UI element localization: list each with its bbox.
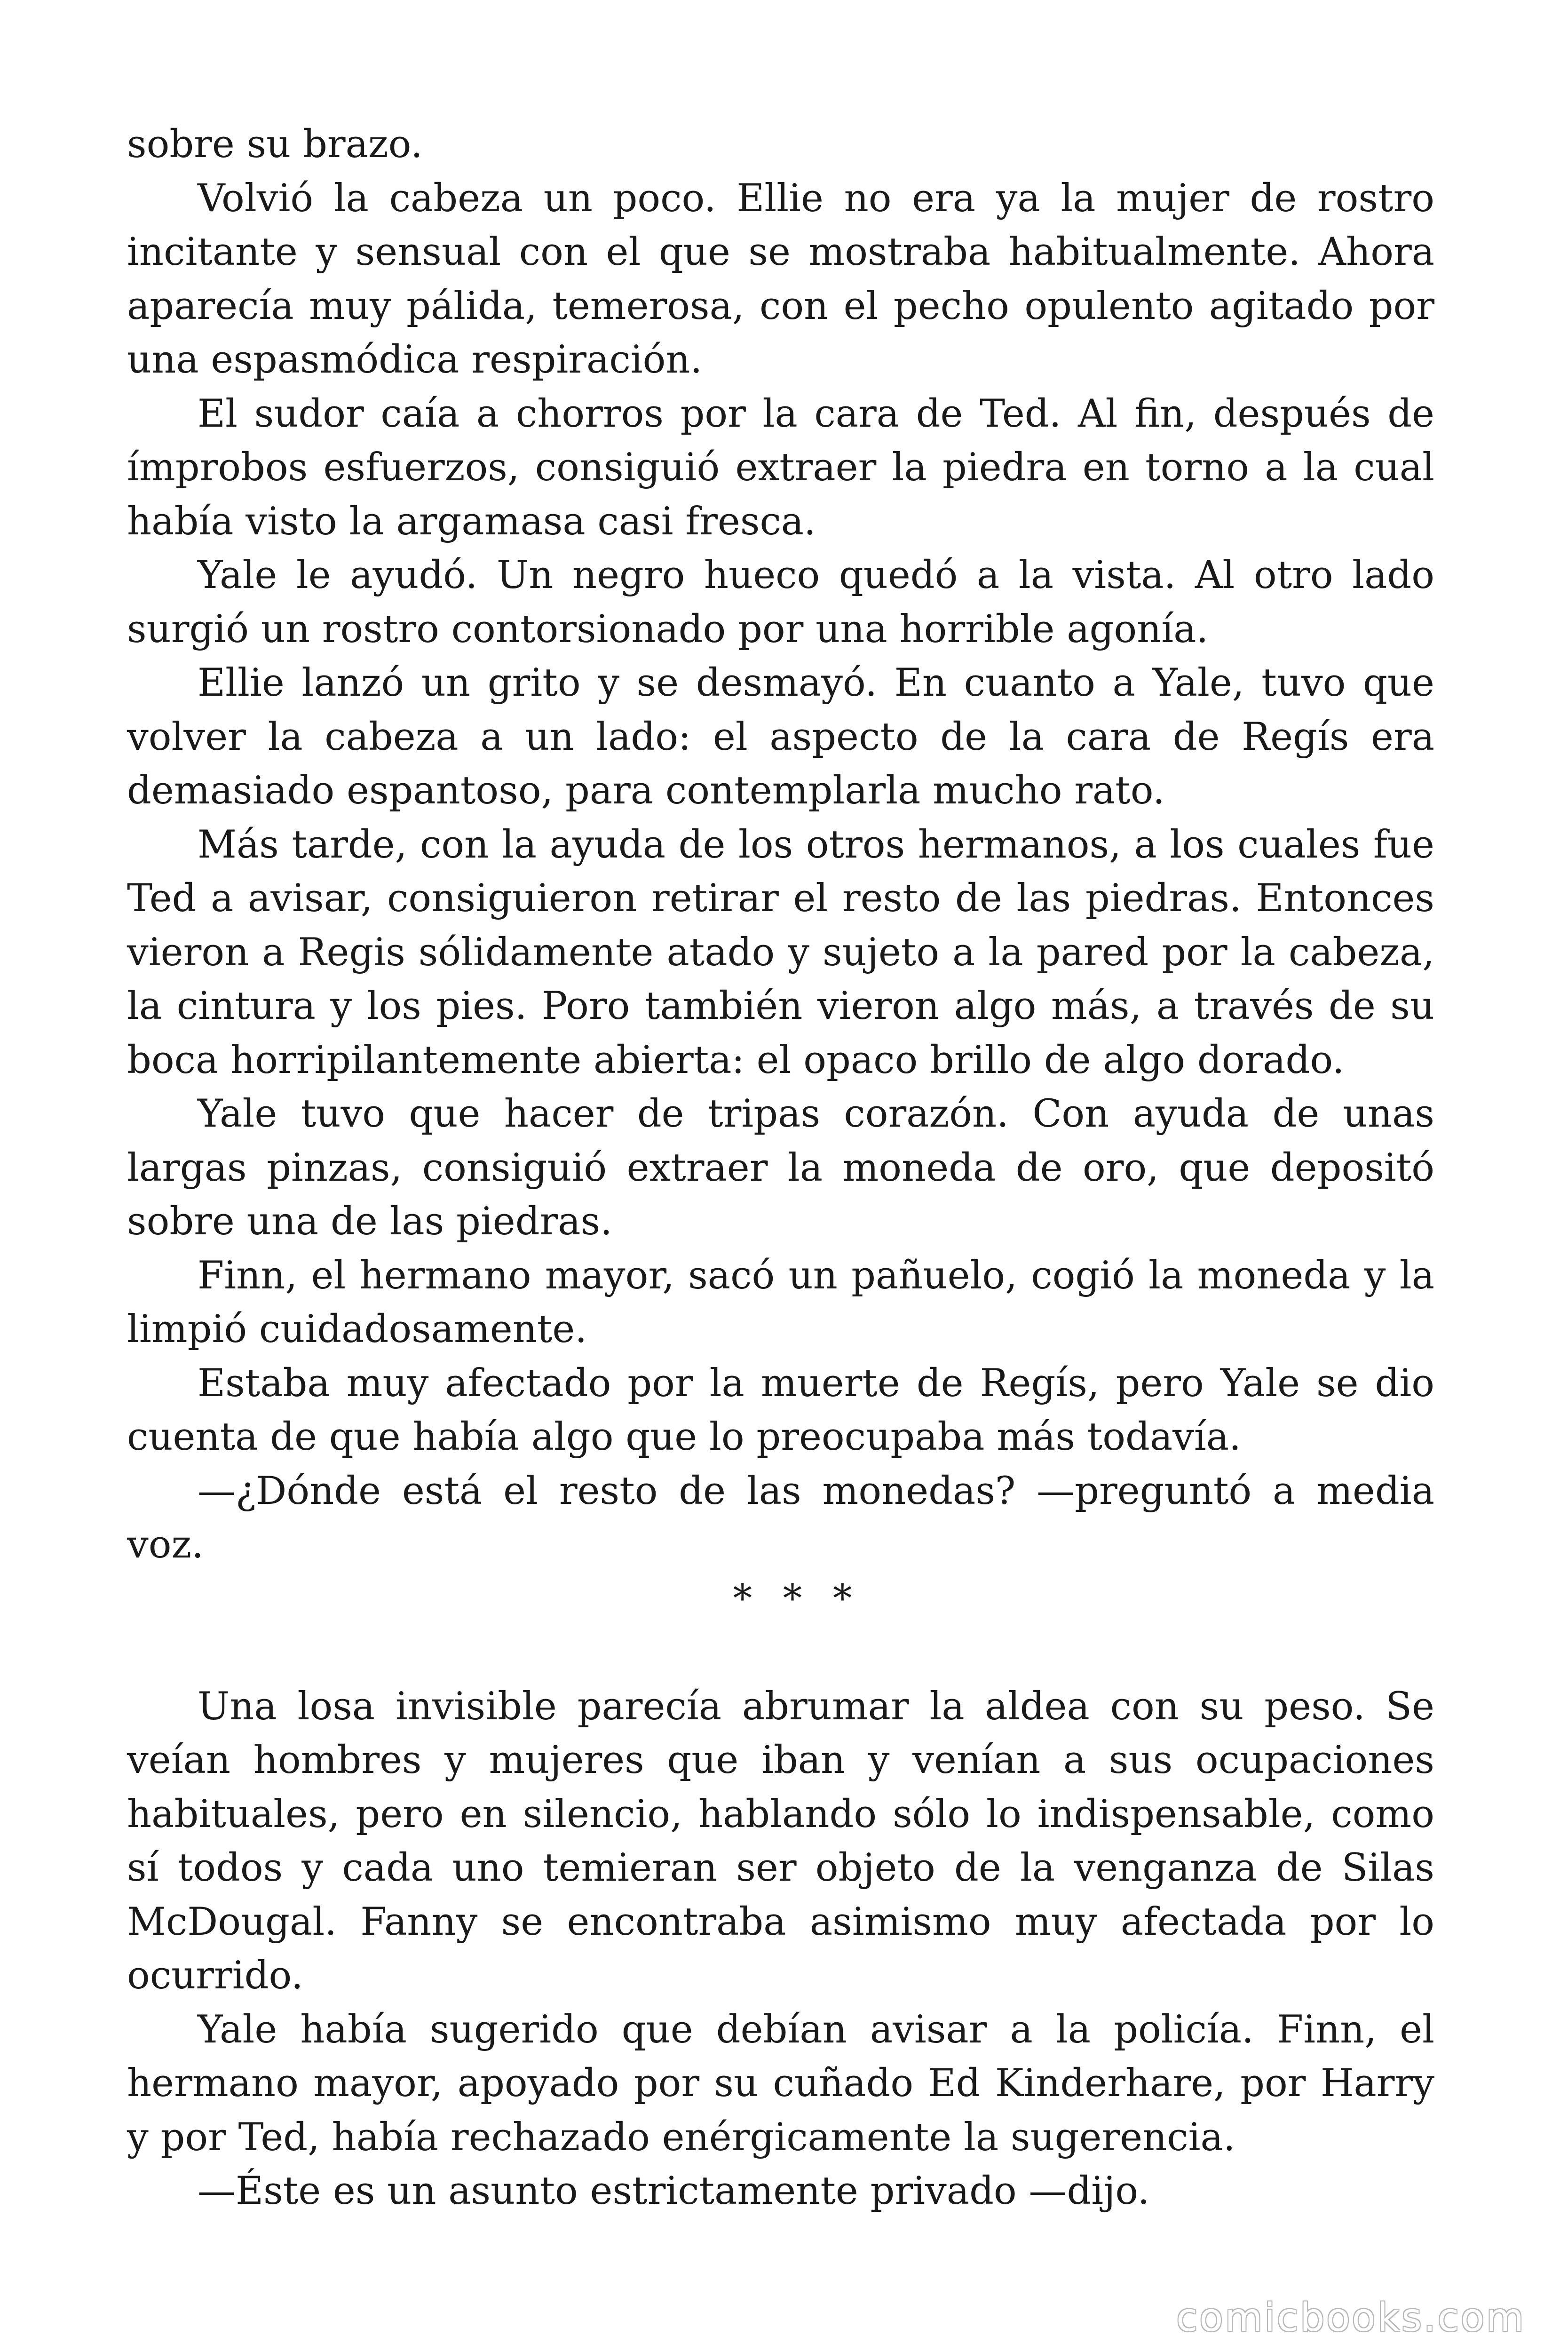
paragraph: Estaba muy afectado por la muerte de Regís, pero Yale se dio cuenta de que había algo que lo preocupaba más todavía. [127, 1361, 1434, 1459]
paragraph: Una losa invisible parecía abrumar la aldea con su peso. Se veían hombres y mujeres que iban y venían a sus ocupaciones habituales, pero en silencio, hablando sólo lo indispensable, como sí todos y cada uno temieran ser objeto de la venganza de Silas McDougal. Fanny se encontraba asimismo muy afectada por lo ocurrido. [127, 1684, 1434, 1998]
section-separator: * * * [733, 1576, 862, 1621]
text-section-top [127, 118, 1434, 1572]
paragraph: Ellie lanzó un grito y se desmayó. En cuanto a Yale, tuvo que volver la cabeza a un lado: el aspecto de la cara de Regís era demasiado espantoso, para contemplarla mucho rato. [127, 661, 1434, 813]
paragraph: Volvió la cabeza un poco. Ellie no era ya la mujer de rostro incitante y sensual con el que se mostraba habitualmente. Ahora aparecía muy pálida, temerosa, con el pecho opulento agitado por una espasmódica respiración. [127, 176, 1434, 382]
paragraph: sobre su brazo. [127, 122, 423, 167]
paragraph: Yale había sugerido que debían avisar a la policía. Finn, el hermano mayor, apoyado por su cuñado Ed Kinderhare, por Harry y por Ted, había rechazado enérgicamente la sugerencia. [127, 2007, 1434, 2160]
page-body [127, 118, 1434, 2218]
paragraph: Yale tuvo que hacer de tripas corazón. Con ayuda de unas largas pinzas, consiguió extraer la moneda de oro, que depositó sobre una de las piedras. [127, 1092, 1434, 1244]
paragraph: Finn, el hermano mayor, sacó un pañuelo, cogió la moneda y la limpió cuidadosamente. [127, 1253, 1434, 1351]
paragraph: Más tarde, con la ayuda de los otros hermanos, a los cuales fue Ted a avisar, consiguieron retirar el resto de las piedras. Entonces vieron a Regis sólidamente atado y sujeto a la pared por la cabeza, la cintura y los pies. Poro también vieron algo más, a través de su boca horripilantemente abierta: el opaco brillo de algo dorado. [127, 822, 1434, 1082]
watermark-logo: comicbooks.com [1176, 2296, 1526, 2340]
paragraph: El sudor caía a chorros por la cara de Ted. Al fin, después de ímprobos esfuerzos, consiguió extraer la piedra en torno a la cual había visto la argamasa casi fresca. [127, 391, 1434, 544]
paragraph: —¿Dónde está el resto de las monedas? —preguntó a media voz. [127, 1469, 1434, 1567]
paragraph: Yale le ayudó. Un negro hueco quedó a la vista. Al otro lado surgió un rostro contorsionado por una horrible agonía. [127, 553, 1434, 652]
paragraph: —Éste es un asunto estrictamente privado —dijo. [198, 2169, 1150, 2213]
text-section-bottom [127, 1680, 1434, 2218]
